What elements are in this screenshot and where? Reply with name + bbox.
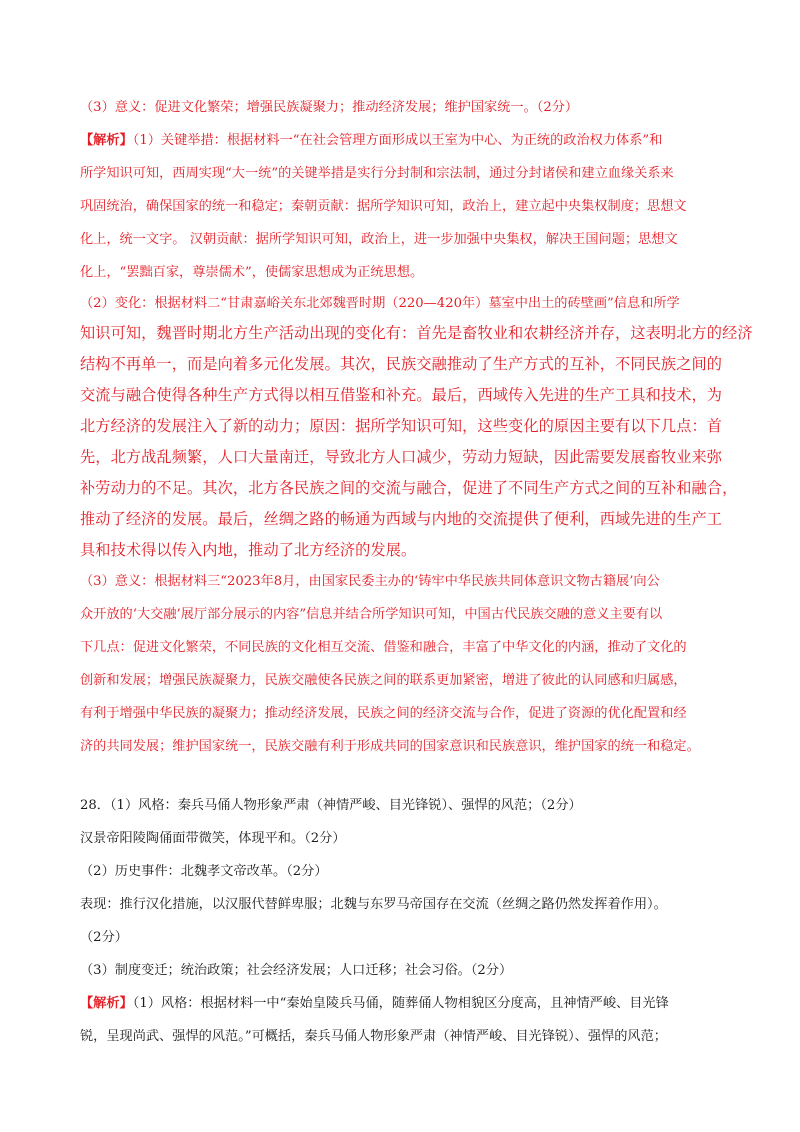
analysis-line: 下几点：促进文化繁荣，不同民族的文化相互交流、借鉴和融合，丰富了中华文化的内涵，推动了文化的: [80, 640, 687, 655]
question-28-line: 28．（1）风格：秦兵马俑人物形象严肃（神情严峻、目光锋锐）、强悍的风范；（2分）: [80, 798, 582, 813]
analysis-tag: 【解析】: [80, 133, 133, 148]
analysis-line: （3）意义：根据材料三“2023年8月，由国家民委主办的‘铸牢中华民族共同体意识文物古籍展’向公: [80, 574, 660, 589]
answer-line: 表现：推行汉化措施，以汉服代替鲜卑服；北魏与东罗马帝国存在交流（丝绸之路仍然发挥着作用）。: [80, 897, 667, 912]
answer-line: 汉景帝阳陵陶俑面带微笑，体现平和。（2分）: [80, 831, 346, 846]
analysis-line: [80, 992, 730, 1011]
analysis-line: （2）变化：根据材料二“甘肃嘉峪关东北郊魏晋时期（220—420年）墓室中出土的砖壁画”信息和所学: [80, 296, 680, 311]
analysis-line: 结构不再单一，而是向着多元化发展。其次，民族交融推动了生产方式的互补，不同民族之间的: [80, 355, 723, 373]
analysis-line: 有利于增强中华民族的凝聚力；推动经济发展，民族之间的经济交流与合作，促进了资源的优化配置和经: [80, 706, 687, 721]
analysis-line: 北方经济的发展注入了新的动力；原因：据所学知识可知，这些变化的原因主要有以下几点：首: [80, 417, 723, 435]
analysis-line: 化上，“罢黜百家，尊崇儒术”，使儒家思想成为正统思想。: [80, 265, 424, 280]
analysis-line: 补劳动力的不足。其次，北方各民族之间的交流与融合，促进了不同生产方式之间的互补和融合，: [80, 479, 738, 497]
analysis-line: 化上，统一文字。 汉朝贡献：据所学知识可知，政治上，进一步加强中央集权，解决王国问题；思想文: [80, 232, 678, 247]
analysis-line: 具和技术得以传入内地，推动了北方经济的发展。: [80, 541, 417, 559]
answer-line: （2分）: [80, 930, 128, 945]
analysis-line: 交流与融合使得各种生产方式得以相互借鉴和补充。最后，西域传入先进的生产工具和技术，为: [80, 386, 723, 404]
analysis-text: （1）风格：根据材料一中“秦始皇陵兵马俑，随葬俑人物相貌区分度高，且神情严峻、目光锋: [132, 996, 669, 1011]
analysis-tag: 【解析】: [80, 996, 133, 1011]
analysis-line: 创新和发展；增强民族凝聚力，民族交融使各民族之间的联系更加紧密，增进了彼此的认同感和归属感，: [80, 673, 687, 688]
analysis-line: 所学知识可知，西周实现“大一统”的关键举措是实行分封制和宗法制，通过分封诸侯和建立血缘关系来: [80, 166, 674, 181]
analysis-line: [80, 129, 730, 148]
analysis-line: 锐，呈现尚武、强悍的风范。”可概括，秦兵马俑人物形象严肃（神情严峻、目光锋锐）、强悍的风范；: [80, 1029, 667, 1044]
analysis-line: 济的共同发展；维护国家统一，民族交融有利于形成共同的国家意识和民族意识，维护国家的统一和稳定。: [80, 739, 700, 754]
answer-line-3: （3）意义：促进文化繁荣；增强民族凝聚力；推动经济发展；维护国家统一。（2分）: [80, 100, 579, 115]
answer-line: （3）制度变迁；统治政策；社会经济发展；人口迁移；社会习俗。（2分）: [80, 963, 513, 978]
analysis-line: 知识可知，魏晋时期北方生产活动出现的变化有：首先是畜牧业和农耕经济并存，这表明北方的经济: [80, 324, 753, 342]
analysis-line: 众开放的‘大交融’展厅部分展示的内容”信息并结合所学知识可知，中国古代民族交融的意义主要有以: [80, 607, 663, 622]
answer-line: （2）历史事件：北魏孝文帝改革。（2分）: [80, 864, 328, 879]
analysis-line: 巩固统治，确保国家的统一和稳定；秦朝贡献：据所学知识可知，政治上，建立起中央集权制度；思想文: [80, 199, 687, 214]
analysis-text: （1）关键举措：根据材料一“在社会管理方面形成以王室为中心、为正统的政治权力体系”和: [132, 133, 663, 148]
analysis-line: 推动了经济的发展。最后，丝绸之路的畅通为西域与内地的交流提供了便利，西域先进的生产工: [80, 510, 723, 528]
analysis-line: 先，北方战乱频繁，人口大量南迁，导致北方人口减少，劳动力短缺，因此需要发展畜牧业来弥: [80, 448, 723, 466]
